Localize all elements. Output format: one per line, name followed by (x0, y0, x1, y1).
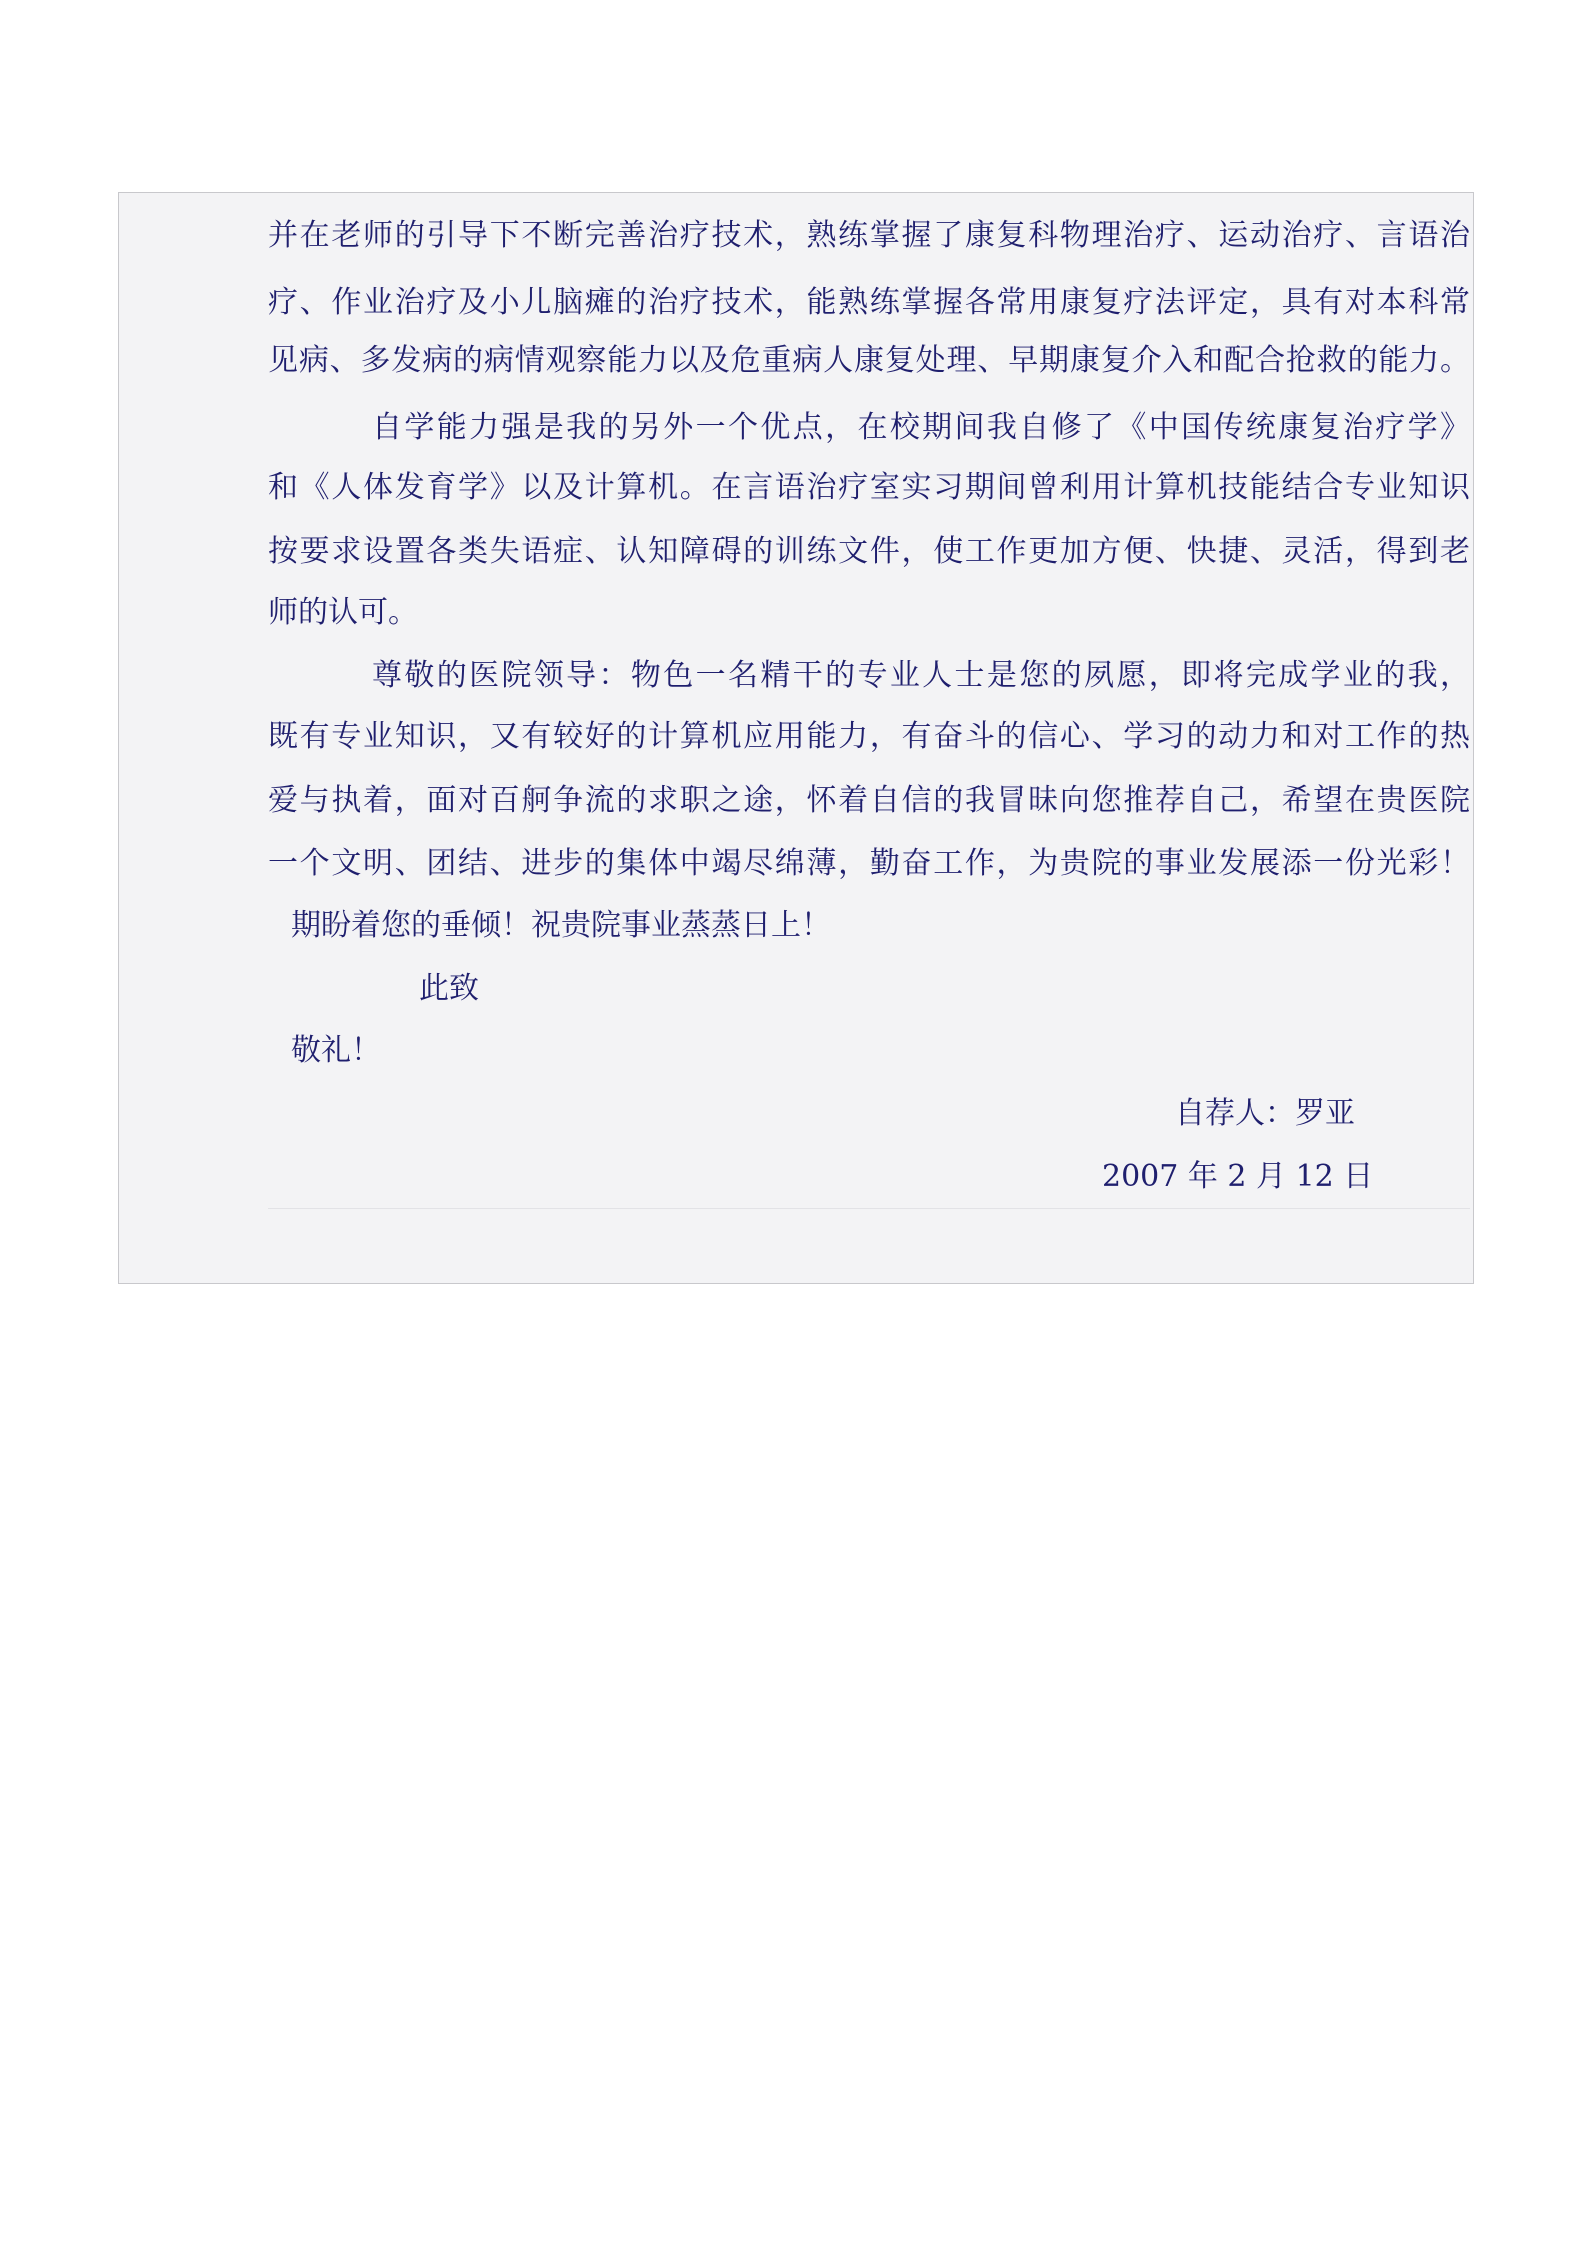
paragraph-2-line-3: 按要求设置各类失语症、认知障碍的训练文件，使工作更加方便、快捷、灵活，得到老 (268, 534, 1470, 569)
paragraph-2-line-1: 自学能力强是我的另外一个优点，在校期间我自修了《中国传统康复治疗学》 (372, 410, 1470, 445)
signature: 自荐人：罗亚 (1175, 1096, 1355, 1131)
paragraph-3-line-4: 一个文明、团结、进步的集体中竭尽绵薄，勤奋工作，为贵院的事业发展添一份光彩！ (268, 846, 1470, 881)
paragraph-3-line-1: 尊敬的医院领导：物色一名精干的专业人士是您的夙愿，即将完成学业的我， (372, 658, 1470, 693)
paragraph-2-line-2: 和《人体发育学》以及计算机。在言语治疗室实习期间曾利用计算机技能结合专业知识 (268, 470, 1470, 505)
paragraph-2-line-4: 师的认可。 (268, 595, 418, 630)
salutation-jingli: 敬礼！ (291, 1033, 381, 1068)
paragraph-1-line-1: 并在老师的引导下不断完善治疗技术，熟练掌握了康复科物理治疗、运动治疗、言语治 (268, 218, 1470, 253)
paragraph-1-line-2: 疗、作业治疗及小儿脑瘫的治疗技术，能熟练掌握各常用康复疗法评定，具有对本科常 (268, 285, 1470, 320)
inner-divider (268, 1208, 1470, 1209)
letter-date: 2007 年 2 月 12 日 (1102, 1159, 1374, 1194)
paragraph-3-line-2: 既有专业知识，又有较好的计算机应用能力，有奋斗的信心、学习的动力和对工作的热 (268, 719, 1470, 754)
paragraph-3-line-3: 爱与执着，面对百舸争流的求职之途，怀着自信的我冒昧向您推荐自己，希望在贵医院 (268, 783, 1470, 818)
salutation-cizhi: 此致 (419, 971, 479, 1006)
closing-wish: 期盼着您的垂倾！祝贵院事业蒸蒸日上！ (291, 908, 831, 943)
paragraph-1-line-3: 见病、多发病的病情观察能力以及危重病人康复处理、早期康复介入和配合抢救的能力。 (268, 343, 1470, 378)
